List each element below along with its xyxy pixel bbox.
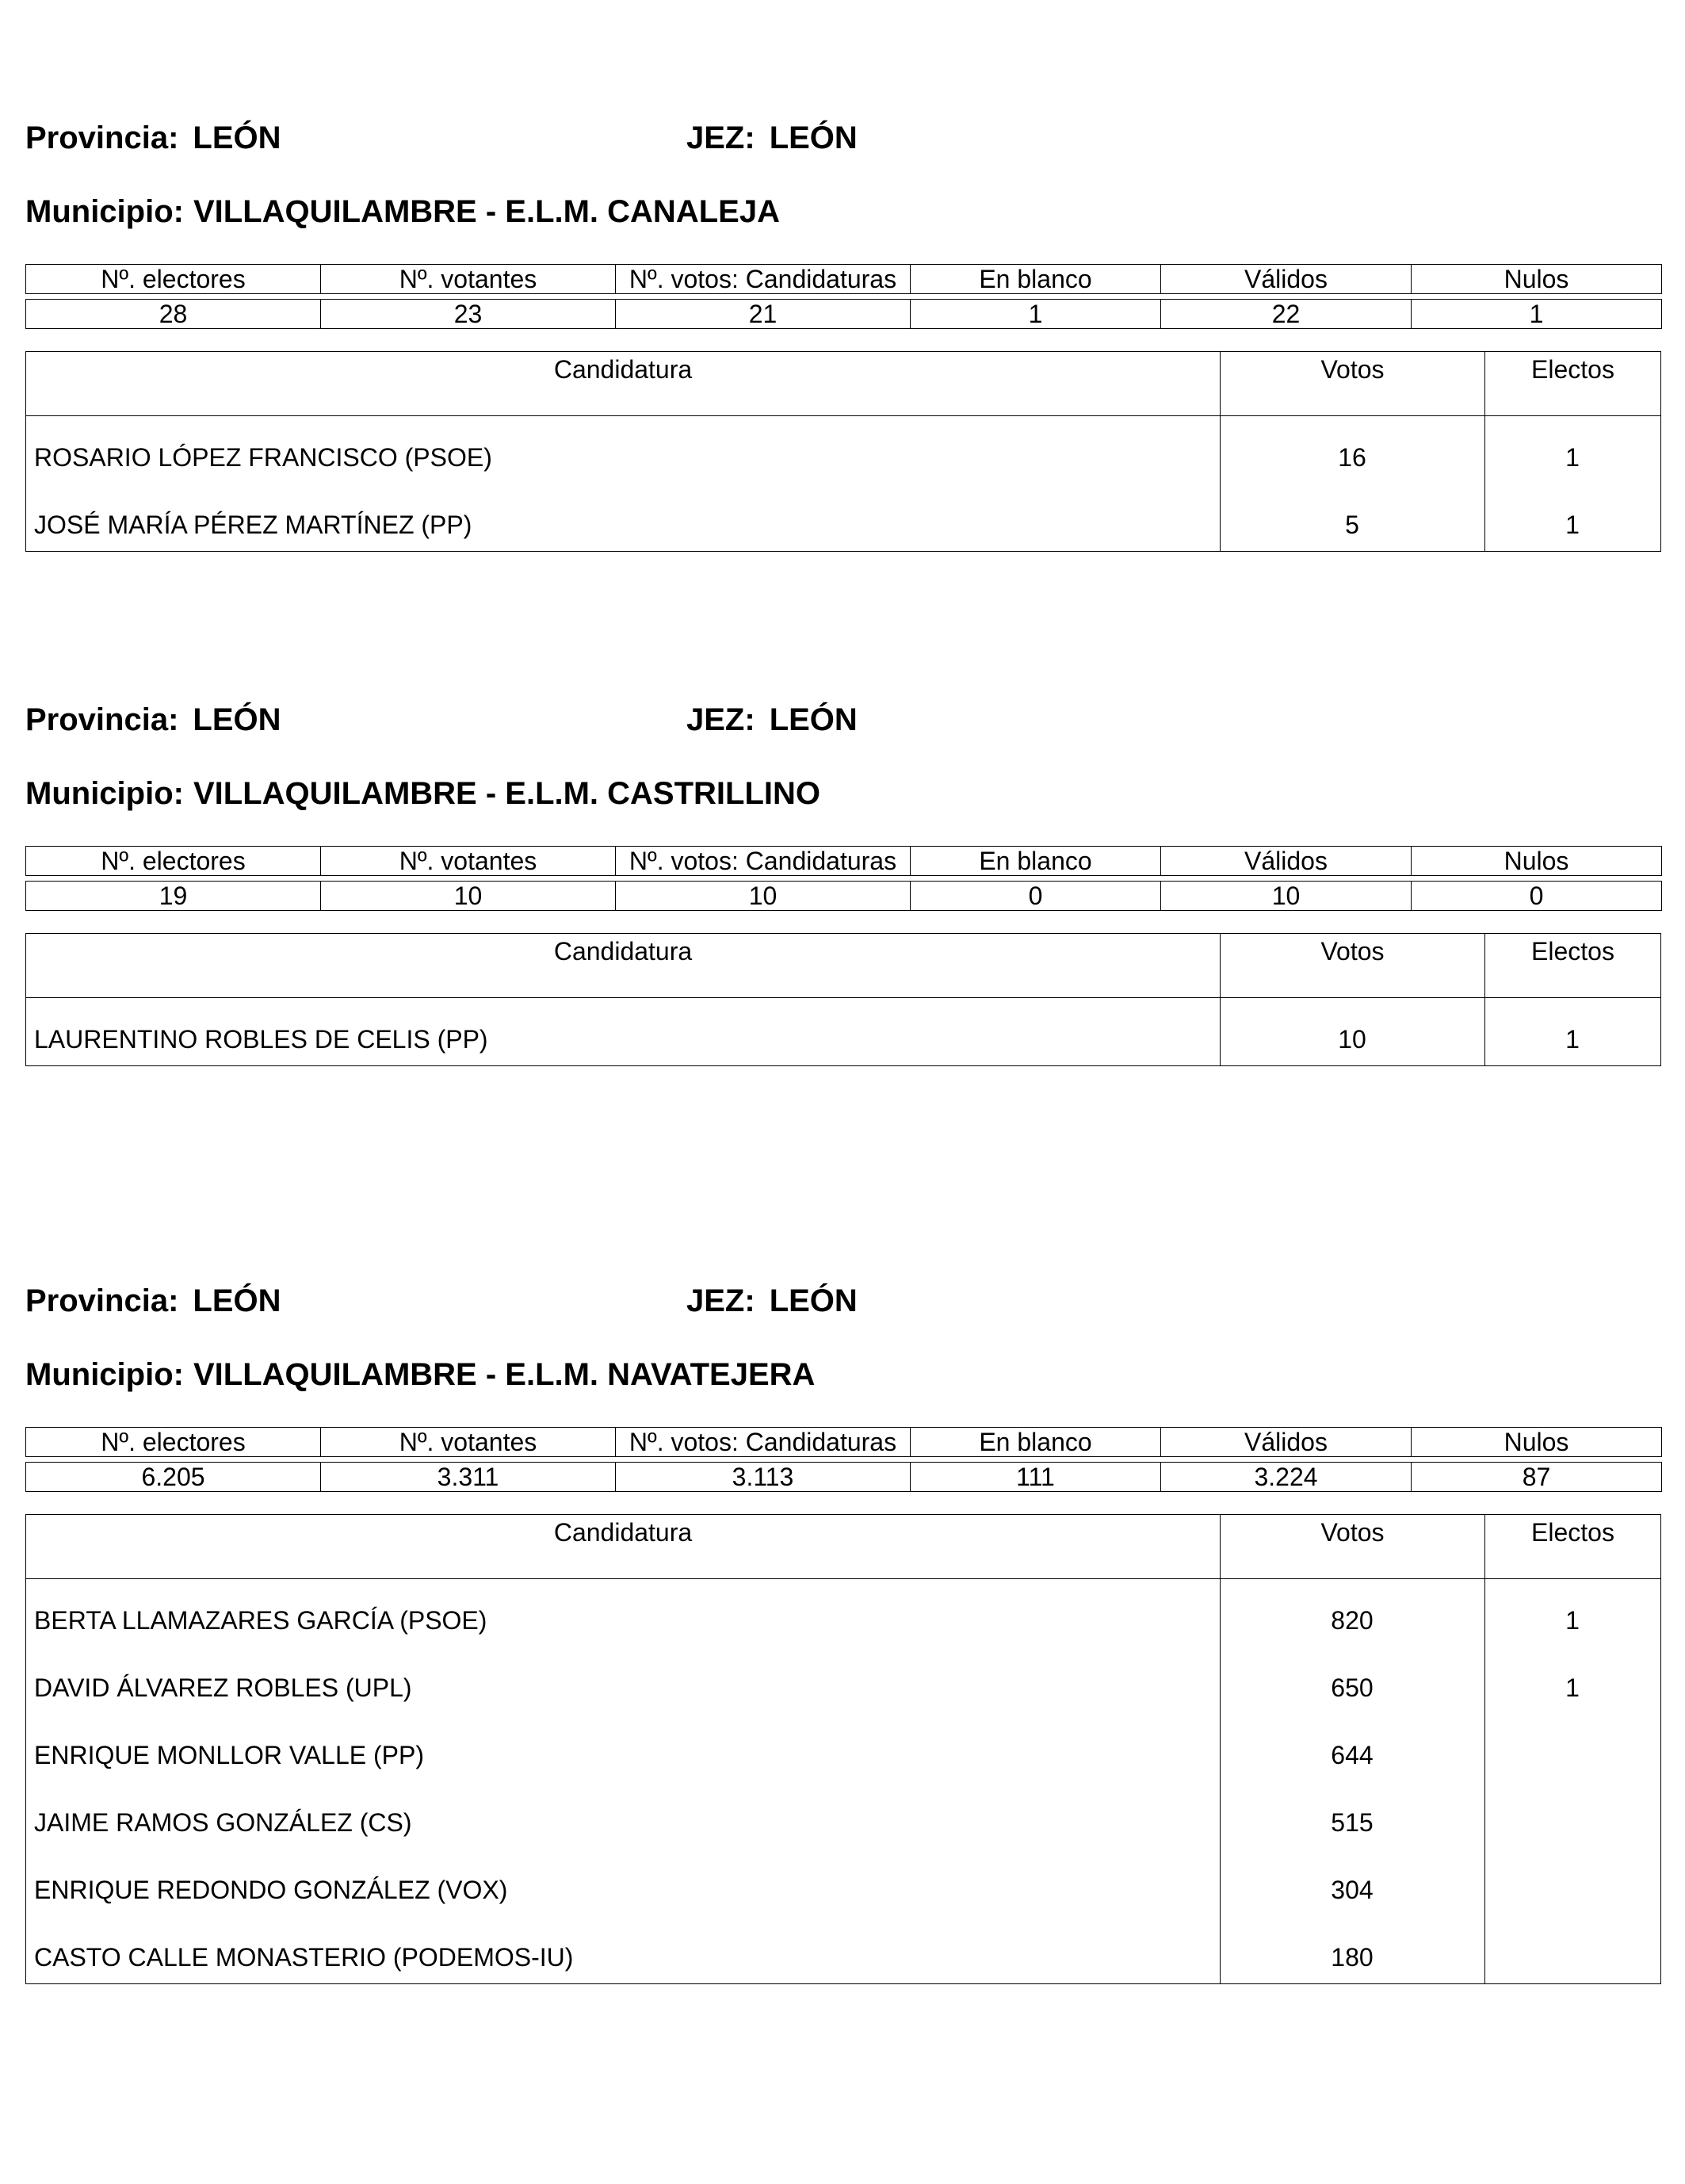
candidates-header-row [26, 352, 1660, 416]
candidate-votes: 10 [1338, 1025, 1366, 1054]
candidate-elected: 1 [1565, 511, 1580, 539]
candidate-votes: 820 [1331, 1606, 1374, 1635]
stats-header-electores: Nº. electores [26, 847, 321, 876]
stats-value-electores: 28 [26, 300, 321, 329]
candidate-elected: 1 [1565, 1025, 1580, 1054]
municipio-value: VILLAQUILAMBRE - E.L.M. CANALEJA [193, 194, 780, 229]
stats-value-row [26, 300, 1662, 329]
stats-table [25, 264, 1662, 329]
stats-header-en-blanco: En blanco [911, 265, 1161, 294]
candidate-votes: 5 [1345, 511, 1359, 539]
candidate-name: ENRIQUE MONLLOR VALLE (PP) [34, 1741, 424, 1769]
candidatura-header: Candidatura [553, 1518, 693, 1547]
stats-value-electores: 6.205 [26, 1463, 321, 1492]
provincia-value: LEÓN [193, 120, 281, 155]
provincia-value: LEÓN [193, 702, 281, 737]
stats-table [25, 846, 1662, 911]
municipio-header [25, 193, 780, 231]
candidate-row [26, 1849, 1660, 1916]
stats-value-votantes: 23 [321, 300, 616, 329]
stats-header-electores: Nº. electores [26, 1428, 321, 1457]
stats-header-row [26, 265, 1662, 294]
stats-value-en-blanco: 111 [911, 1463, 1161, 1492]
votos-header: Votos [1220, 352, 1484, 415]
stats-header-votantes: Nº. votantes [321, 847, 616, 876]
stats-value-nulos: 1 [1412, 300, 1662, 329]
candidates-table [25, 1514, 1661, 1984]
jez-header [686, 701, 858, 739]
stats-header-validos: Válidos [1161, 265, 1412, 294]
stats-header-en-blanco: En blanco [911, 847, 1161, 876]
stats-header-row [26, 1428, 1662, 1457]
stats-header-votos-candidaturas: Nº. votos: Candidaturas [616, 265, 911, 294]
municipio-header [25, 1356, 815, 1394]
candidate-name: ROSARIO LÓPEZ FRANCISCO (PSOE) [34, 443, 492, 472]
stats-header-validos: Válidos [1161, 847, 1412, 876]
stats-table [25, 1427, 1662, 1492]
municipio-value: VILLAQUILAMBRE - E.L.M. NAVATEJERA [193, 1357, 816, 1392]
provincia-header [25, 701, 281, 739]
stats-header-validos: Válidos [1161, 1428, 1412, 1457]
stats-value-nulos: 0 [1412, 882, 1662, 911]
stats-value-votos-candidaturas: 21 [616, 300, 911, 329]
candidate-row [26, 1916, 1660, 1983]
stats-value-row [26, 1463, 1662, 1492]
municipio-value: VILLAQUILAMBRE - E.L.M. CASTRILLINO [193, 776, 821, 811]
provincia-header [25, 1282, 281, 1320]
municipio-header [25, 775, 820, 813]
provincia-label: Provincia: [25, 702, 179, 737]
candidate-votes: 16 [1338, 443, 1366, 472]
stats-value-votantes: 10 [321, 882, 616, 911]
stats-header-votantes: Nº. votantes [321, 265, 616, 294]
candidate-name: JAIME RAMOS GONZÁLEZ (CS) [34, 1808, 412, 1837]
stats-value-votos-candidaturas: 3.113 [616, 1463, 911, 1492]
jez-value: LEÓN [769, 120, 858, 155]
jez-header [686, 1282, 858, 1320]
candidate-row [26, 484, 1660, 551]
stats-value-validos: 10 [1161, 882, 1412, 911]
candidate-votes: 644 [1331, 1741, 1374, 1769]
jez-value: LEÓN [769, 1283, 858, 1318]
candidate-name: JOSÉ MARÍA PÉREZ MARTÍNEZ (PP) [34, 511, 472, 539]
candidates-body [26, 998, 1660, 1065]
candidates-body [26, 1579, 1660, 1983]
stats-value-votos-candidaturas: 10 [616, 882, 911, 911]
stats-value-row [26, 882, 1662, 911]
candidate-votes: 180 [1331, 1943, 1374, 1972]
candidate-name: LAURENTINO ROBLES DE CELIS (PP) [34, 1025, 488, 1054]
stats-header-nulos: Nulos [1412, 265, 1662, 294]
jez-header [686, 119, 858, 157]
stats-header-votos-candidaturas: Nº. votos: Candidaturas [616, 1428, 911, 1457]
jez-label: JEZ: [686, 702, 755, 737]
candidate-votes: 650 [1331, 1673, 1374, 1702]
stats-header-row [26, 847, 1662, 876]
candidate-votes: 515 [1331, 1808, 1374, 1837]
stats-header-votos-candidaturas: Nº. votos: Candidaturas [616, 847, 911, 876]
stats-header-en-blanco: En blanco [911, 1428, 1161, 1457]
candidate-name: ENRIQUE REDONDO GONZÁLEZ (VOX) [34, 1876, 508, 1904]
candidate-row [26, 1579, 1660, 1647]
municipio-label: Municipio: [25, 1357, 184, 1392]
candidate-row [26, 1647, 1660, 1714]
jez-label: JEZ: [686, 1283, 755, 1318]
candidate-elected: 1 [1565, 1673, 1580, 1702]
stats-header-votantes: Nº. votantes [321, 1428, 616, 1457]
stats-value-votantes: 3.311 [321, 1463, 616, 1492]
provincia-label: Provincia: [25, 120, 179, 155]
candidatura-header: Candidatura [553, 937, 693, 966]
votos-header: Votos [1220, 1515, 1484, 1578]
stats-value-en-blanco: 1 [911, 300, 1161, 329]
stats-value-en-blanco: 0 [911, 882, 1161, 911]
stats-header-electores: Nº. electores [26, 265, 321, 294]
provincia-header [25, 119, 281, 157]
candidates-table [25, 351, 1661, 552]
candidate-row [26, 1714, 1660, 1781]
stats-value-validos: 3.224 [1161, 1463, 1412, 1492]
votos-header: Votos [1220, 934, 1484, 997]
candidate-elected: 1 [1565, 1606, 1580, 1635]
stats-value-electores: 19 [26, 882, 321, 911]
jez-value: LEÓN [769, 702, 858, 737]
candidate-votes: 304 [1331, 1876, 1374, 1904]
candidate-row [26, 416, 1660, 484]
candidates-body [26, 416, 1660, 551]
candidate-name: CASTO CALLE MONASTERIO (PODEMOS-IU) [34, 1943, 574, 1972]
provincia-label: Provincia: [25, 1283, 179, 1318]
municipio-label: Municipio: [25, 776, 184, 811]
provincia-value: LEÓN [193, 1283, 281, 1318]
stats-value-validos: 22 [1161, 300, 1412, 329]
jez-label: JEZ: [686, 120, 755, 155]
candidate-name: BERTA LLAMAZARES GARCÍA (PSOE) [34, 1606, 487, 1635]
candidate-row [26, 998, 1660, 1065]
candidates-table [25, 933, 1661, 1066]
candidates-header-row [26, 1515, 1660, 1579]
candidate-elected: 1 [1565, 443, 1580, 472]
municipio-label: Municipio: [25, 194, 184, 229]
stats-header-nulos: Nulos [1412, 847, 1662, 876]
candidates-header-row [26, 934, 1660, 998]
electos-header: Electos [1484, 934, 1660, 997]
stats-value-nulos: 87 [1412, 1463, 1662, 1492]
electos-header: Electos [1484, 352, 1660, 415]
candidate-name: DAVID ÁLVAREZ ROBLES (UPL) [34, 1673, 412, 1702]
stats-header-nulos: Nulos [1412, 1428, 1662, 1457]
candidatura-header: Candidatura [553, 355, 693, 384]
candidate-row [26, 1781, 1660, 1849]
electos-header: Electos [1484, 1515, 1660, 1578]
